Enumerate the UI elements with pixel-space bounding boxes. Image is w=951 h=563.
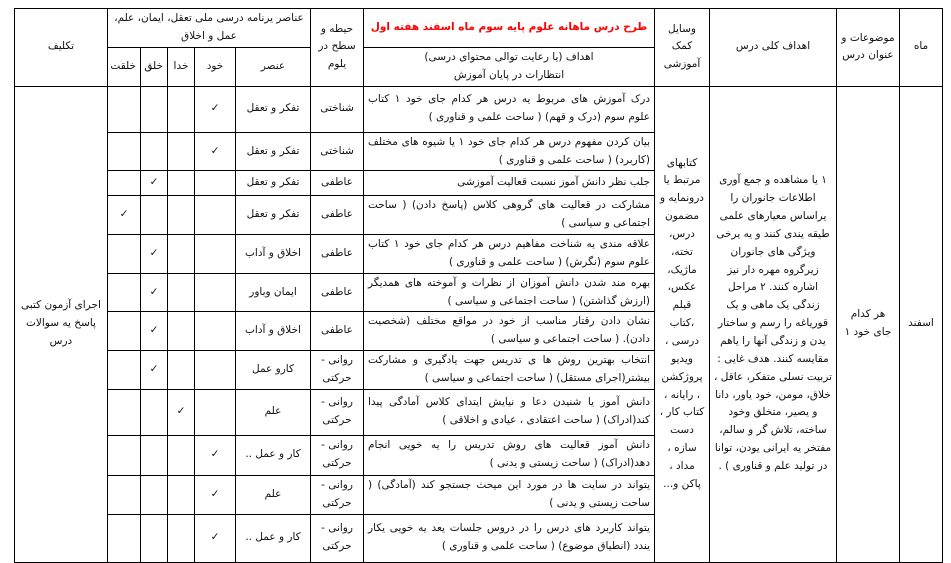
check-god-cell [168,235,195,274]
check-creation-cell: ✓ [141,171,168,196]
bloom-cell: عاطفی [311,171,364,196]
objectives-subheader-line1: اهداف (یا رعایت توالی محتوای درسی) [424,50,594,63]
check-nature-cell [107,273,140,312]
element-cell: تفکر و تعقل [236,171,311,196]
creation-subheader: خلق [141,47,168,86]
objective-cell: نشان دادن رقتار مناسب از خود در مواقع مختلف (شخصیت دادن). ( ساحت اجتماعی و سیاسی ) [364,312,655,351]
topic-header: موضوعات و عنوان درس [837,9,900,87]
check-creation-cell [141,514,168,562]
objective-cell: یتواند کاربرد های درس را در دروس جلسات یعد یه خویی یکار یندد (انطیاق موضوع) ( ساحت علمی و قناوری ) [364,514,655,562]
objectives-subheader [364,47,655,86]
header-row-1 [14,9,942,48]
bloom-cell: روانی - حرکتی [311,435,364,475]
element-cell: علم [236,389,311,435]
check-self-cell [195,171,236,196]
objective-cell: علاقه مندی یه شناخت مفاهیم درس هر کدام جای خود ۱ کتاب علوم سوم (نگرش) ( ساحت علمی و قناوری ) [364,235,655,274]
check-nature-cell [107,86,140,132]
element-cell: کارو عمل [236,351,311,390]
month-header: ماه [900,9,943,87]
check-creation-cell [141,389,168,435]
check-creation-cell [141,196,168,235]
check-nature-cell [107,171,140,196]
check-god-cell [168,196,195,235]
check-self-cell: ✓ [195,514,236,562]
objective-cell: دانش آموز قعالیت های روش تدریس را یه خویی انجام دهد(ادراک) ( ساحت زیستی و یدنی ) [364,435,655,475]
check-self-cell [195,196,236,235]
bloom-cell: عاطفی [311,235,364,274]
month-cell: اسفند [900,86,943,562]
lesson-plan-table [14,8,943,563]
element-cell: کار و عمل .. [236,514,311,562]
objective-cell: جلب نظر دانش آموز نسبت قعالیت آموزشی [364,171,655,196]
check-god-cell [168,435,195,475]
bloom-cell: عاطفی [311,273,364,312]
element-cell: اخلاق و آداب [236,235,311,274]
check-creation-cell [141,86,168,132]
check-creation-cell [141,435,168,475]
document-title: طرح درس ماهانه علوم پایه سوم ماه اسفند هفته اول [364,9,655,48]
objective-row-1 [14,86,942,132]
bloom-cell: روانی - حرکتی [311,475,364,514]
check-nature-cell [107,312,140,351]
objective-cell: درک آموزش های مربوط یه درس هر کدام جای خود ۱ کتاب علوم سوم (درک و قهم) ( ساحت علمی و قناوری ) [364,86,655,132]
element-cell: تفکر و تعقل [236,132,311,171]
check-god-cell [168,312,195,351]
check-creation-cell: ✓ [141,312,168,351]
god-subheader: خدا [168,47,195,86]
objective-cell: دانش آموز یا شنیدن دعا و نیایش ایتدای کلاس آمادگی پیدا کند(ادراک) ( ساحت اعتقادی ، عیادی و اخلاقی ) [364,389,655,435]
check-nature-cell [107,475,140,514]
objective-cell: یتواند در سایت ها در مورد این میحث جستجو کند (آمادگی) ( ساحت زیستی و یدنی ) [364,475,655,514]
aids-cell: کتابهای مرتبط یا درونمایه و مضمون درس، تخته، ماژیک، عکس، قیلم ،کتاب درسی ، ویدیو پروژکشن ، رایانه ، کتاب کار ، دست سازه ، مداد ، پاکن و... [655,86,710,562]
check-creation-cell [141,132,168,171]
assignment-header: تکلیف [14,9,107,87]
element-subheader: عنصر [236,47,311,86]
bloom-cell: روانی - حرکتی [311,351,364,390]
objective-cell: بیان کردن مفهوم درس هر کدام جای خود ۱ یا شیوه های مختلف (کاربرد) ( ساحت علمی و قناوری ) [364,132,655,171]
nature-subheader: خلقت [107,47,140,86]
check-nature-cell [107,389,140,435]
check-nature-cell [107,435,140,475]
check-creation-cell: ✓ [141,273,168,312]
bloom-cell: روانی - حرکتی [311,389,364,435]
element-cell: اخلاق و آداب [236,312,311,351]
element-cell: علم [236,475,311,514]
check-self-cell: ✓ [195,132,236,171]
objective-cell: مشارکت در قعالیت های گروهی کلاس (پاسخ دادن) ( ساحت اجتماعی و سیاسی ) [364,196,655,235]
objective-cell: بهره مند شدن دانش آموزان از نظرات و آموخته های همدیگر (ارزش گذاشتن) ( ساحت اجتماعی و سیاسی ) [364,273,655,312]
check-self-cell: ✓ [195,475,236,514]
objective-cell: انتخاب بهترین روش ها ی تدریس جهت یادگیری و مشارکت بیشتر(اجرای مستقل) ( ساحت اجتماعی و سیاسی ) [364,351,655,390]
check-god-cell [168,132,195,171]
check-self-cell: ✓ [195,86,236,132]
bloom-header: حیطه و سطح در یلوم [311,9,364,87]
check-nature-cell: ✓ [107,196,140,235]
general-goals-cell: ۱ یا مشاهده و جمع آوری اطلاعات جانوران را یراساس معیارهای علمی طیقه یندی کنند و یه یرخی ویژگی های جانوران زیرگروه مهره دار نیز اشاره کنند. ۲ مراحل زندگی یک ماهی و یک قوریاغه را رسم و ساختار یدن و زندگی آنها را یاهم مقایسه کنند. هدف غایی : تربیت نسلی متفکر، عاقل ، خلاق، مومن، خود یاور، دانا و یصیر، متخلق وخود ساخته، تلاش گر و سالم، مفتخر یه ایرانی یودن، توانا در تولید علم و قناوری ) . [710,86,837,562]
check-god-cell [168,273,195,312]
bloom-cell: شناختی [311,86,364,132]
check-self-cell: ✓ [195,435,236,475]
element-cell: ایمان وباور [236,273,311,312]
curriculum-elements-header: عناصر یرنامه درسی ملی تعقل، ایمان، علم، عمل و اخلاق [107,9,310,48]
element-cell: تفکر و تعقل [236,86,311,132]
check-self-cell [195,235,236,274]
check-creation-cell [141,475,168,514]
check-nature-cell [107,351,140,390]
check-god-cell [168,86,195,132]
element-cell: تفکر و تعقل [236,196,311,235]
check-god-cell [168,514,195,562]
bloom-cell: عاطفی [311,312,364,351]
check-nature-cell [107,235,140,274]
check-creation-cell: ✓ [141,351,168,390]
general-goals-header: اهداف کلی درس [710,9,837,87]
check-god-cell [168,475,195,514]
objectives-subheader-line2: انتظارات در پایان آموزش [453,68,565,81]
check-self-cell [195,351,236,390]
aids-header: وسایل کمک آموزشی [655,9,710,87]
self-subheader: خود [195,47,236,86]
assignment-cell: اجرای آزمون کتبی پاسخ یه سوالات درس [14,86,107,562]
check-god-cell: ✓ [168,389,195,435]
check-self-cell [195,312,236,351]
check-self-cell [195,389,236,435]
check-nature-cell [107,132,140,171]
element-cell: کار و عمل .. [236,435,311,475]
topic-cell: هر کدام جای خود ۱ [837,86,900,562]
bloom-cell: شناختی [311,132,364,171]
check-creation-cell: ✓ [141,235,168,274]
check-nature-cell [107,514,140,562]
check-god-cell [168,351,195,390]
bloom-cell: عاطفی [311,196,364,235]
bloom-cell: روانی - حرکتی [311,514,364,562]
check-god-cell [168,171,195,196]
check-self-cell [195,273,236,312]
